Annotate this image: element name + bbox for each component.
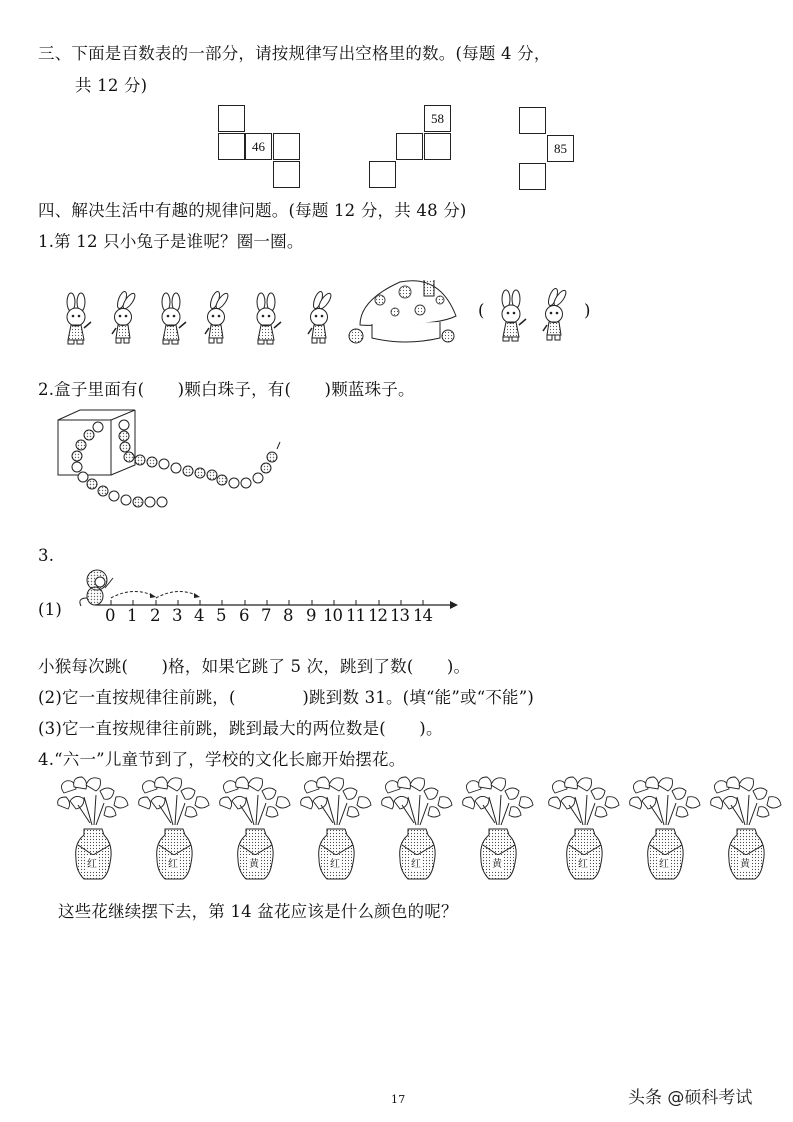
- blank-cell[interactable]: [218, 105, 245, 132]
- blank-cell[interactable]: [519, 107, 546, 134]
- vase-6: 黄: [461, 775, 536, 887]
- vase-3: 黄: [218, 775, 293, 887]
- rabbit-options[interactable]: [495, 285, 575, 345]
- mushroom-house-icon: [349, 280, 456, 343]
- blank-cell[interactable]: [273, 161, 300, 188]
- known-cell: 58: [424, 105, 451, 132]
- blank-cell[interactable]: [519, 163, 546, 190]
- blank-cell[interactable]: [273, 133, 300, 160]
- bead-box-illustration: [50, 405, 290, 515]
- blank-cell[interactable]: [424, 133, 451, 160]
- vase-7: 红: [547, 775, 622, 887]
- blank-cell[interactable]: [218, 133, 245, 160]
- q1-text: 1.第 12 只小兔子是谁呢？圈一圈。: [38, 232, 304, 251]
- vase-9: 黄: [709, 775, 784, 887]
- section4-title: 四、解决生活中有趣的规律问题。(每题 12 分，共 48 分): [38, 201, 467, 220]
- known-cell: 85: [547, 135, 574, 162]
- q3-part1-text: 小猴每次跳( )格，如果它跳了 5 次，跳到了数( )。: [38, 657, 471, 676]
- q3-label: 3.: [38, 546, 55, 565]
- vase-8: 红: [628, 775, 703, 887]
- options-paren-close: ): [584, 301, 591, 320]
- q4-text: 4.“六一”儿童节到了，学校的文化长廊开始摆花。: [38, 750, 406, 769]
- section3-title-line2: 共 12 分): [75, 76, 148, 95]
- vase-2: 红: [137, 775, 212, 887]
- section3-title-line1: 三、下面是百数表的一部分，请按规律写出空格里的数。(每题 4 分，: [38, 44, 551, 63]
- q3-part2-text: (2)它一直按规律往前跳，( )跳到数 31。(填“能”或“不能”): [38, 688, 535, 707]
- q2-text: 2.盒子里面有( )颗白珠子，有( )颗蓝珠子。: [38, 380, 415, 399]
- part1-label: (1): [38, 600, 62, 619]
- options-paren-open: (: [478, 301, 485, 320]
- vase-1: 红: [56, 775, 131, 887]
- q4-question: 这些花继续摆下去，第 14 盆花应该是什么颜色的呢？: [58, 902, 458, 921]
- vase-4: 红: [299, 775, 374, 887]
- blank-cell[interactable]: [369, 161, 396, 188]
- blank-cell[interactable]: [396, 133, 423, 160]
- page-number: 17: [391, 1093, 406, 1106]
- vase-5: 红: [380, 775, 455, 887]
- q3-part3-text: (3)它一直按规律往前跳，跳到最大的两位数是( )。: [38, 719, 443, 738]
- watermark: 头条 @硕科考试: [628, 1088, 753, 1108]
- known-cell: 46: [245, 133, 272, 160]
